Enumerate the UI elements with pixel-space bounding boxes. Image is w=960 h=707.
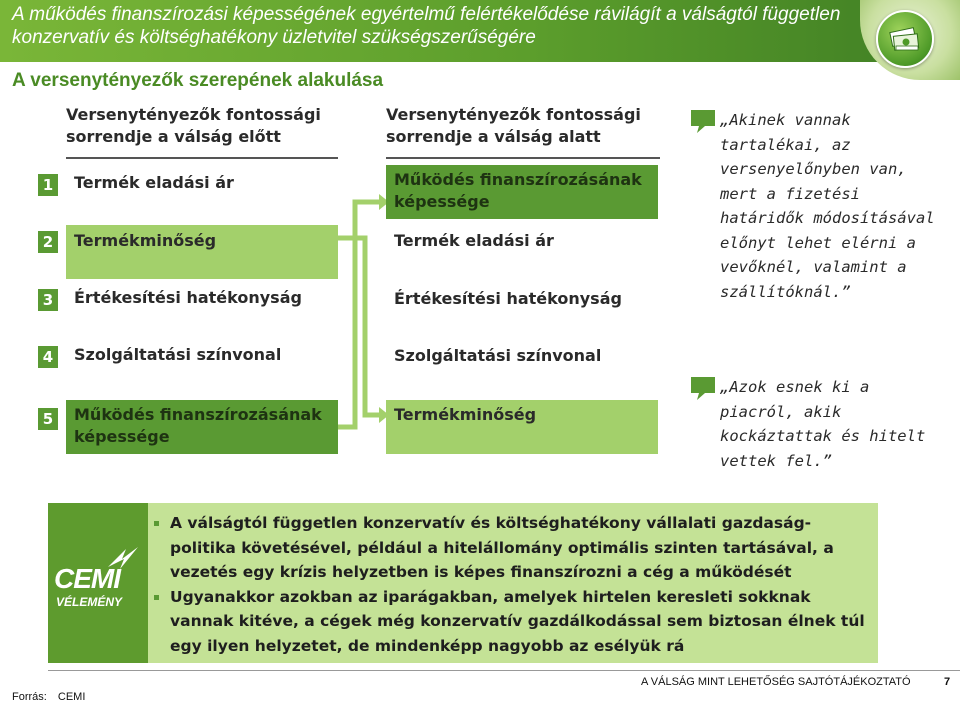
speech-bubble-icon [691,377,715,401]
quote-1: „Akinek vannak tartalékai, az versenyelőnyben van, mert a fizetési határidők módosításával előnyt lehet elérni a vevőknél, valamint a szállítóknál.” [720,111,935,301]
reorder-arrows [335,190,390,430]
money-stack-icon [876,10,934,68]
rank-number-1: 1 [38,174,58,196]
right-item-1: Működés finanszírozásának képessége [386,165,658,219]
left-item-2: Termékminőség [66,225,338,279]
right-column-divider [386,157,660,159]
source-label: Forrás: [12,691,47,703]
rank-number-2: 2 [38,231,58,253]
quote-2: „Azok esnek ki a piacról, akik kockáztattak és hitelt vettek fel.” [720,378,926,470]
opinion-bullet-1: A válságtól független konzervatív és költséghatékony vállalati gazdaság-politika követésével, például a hitelállomány optimális szinten tartásával, a vezetés egy krízis helyzetben is képes finanszírozni a cég a működését [152,511,872,585]
page-number: 7 [944,676,951,688]
source-value: CEMI [57,691,86,703]
rank-number-5: 5 [38,408,58,430]
left-item-1: Termék eladási ár [74,173,234,192]
left-column-heading: Versenytényezők fontossági sorrendje a válság előtt [66,105,321,146]
slide-title: A működés finanszírozási képességének egyértelmű felértékelődése rávilágít a válságtól független konzervatív és költséghatékony üzletvitel szükségszerűségére [12,4,841,48]
footer-divider [48,670,960,671]
right-item-4: Szolgáltatási színvonal [394,346,602,365]
speech-bubble-icon [691,110,715,134]
right-column-heading: Versenytényezők fontossági sorrendje a válság alatt [386,105,641,146]
right-item-3: Értékesítési hatékonyság [394,289,622,308]
cemi-brand: CEMI [54,563,120,594]
left-item-5: Működés finanszírozásának képessége [66,400,338,454]
header-banner [0,0,960,62]
right-item-5: Termékminőség [386,400,658,454]
opinion-panel [48,503,878,663]
right-item-2: Termék eladási ár [394,231,554,250]
left-item-3: Értékesítési hatékonyság [74,288,302,307]
source-note [12,691,85,703]
left-item-4: Szolgáltatási színvonal [74,345,282,364]
cemi-logo [48,503,148,663]
left-column-divider [66,157,338,159]
rank-number-4: 4 [38,346,58,368]
opinion-bullets [152,511,872,658]
rank-number-3: 3 [38,289,58,311]
document-title: A VÁLSÁG MINT LEHETŐSÉG SAJTÓTÁJÉKOZTATÓ [641,676,911,688]
cemi-brand-sub: VÉLEMÉNY [56,595,123,609]
section-subtitle: A versenytényezők szerepének alakulása [12,70,384,91]
opinion-bullet-2: Ugyanakkor azokban az iparágakban, amelyek hirtelen keresleti sokknak vannak kitéve, a cégek még konzervatív gazdálkodással sem biztosan élnek túl egy ilyen helyzetet, de mindenképp nagyobb az esélyük rá [152,585,872,659]
